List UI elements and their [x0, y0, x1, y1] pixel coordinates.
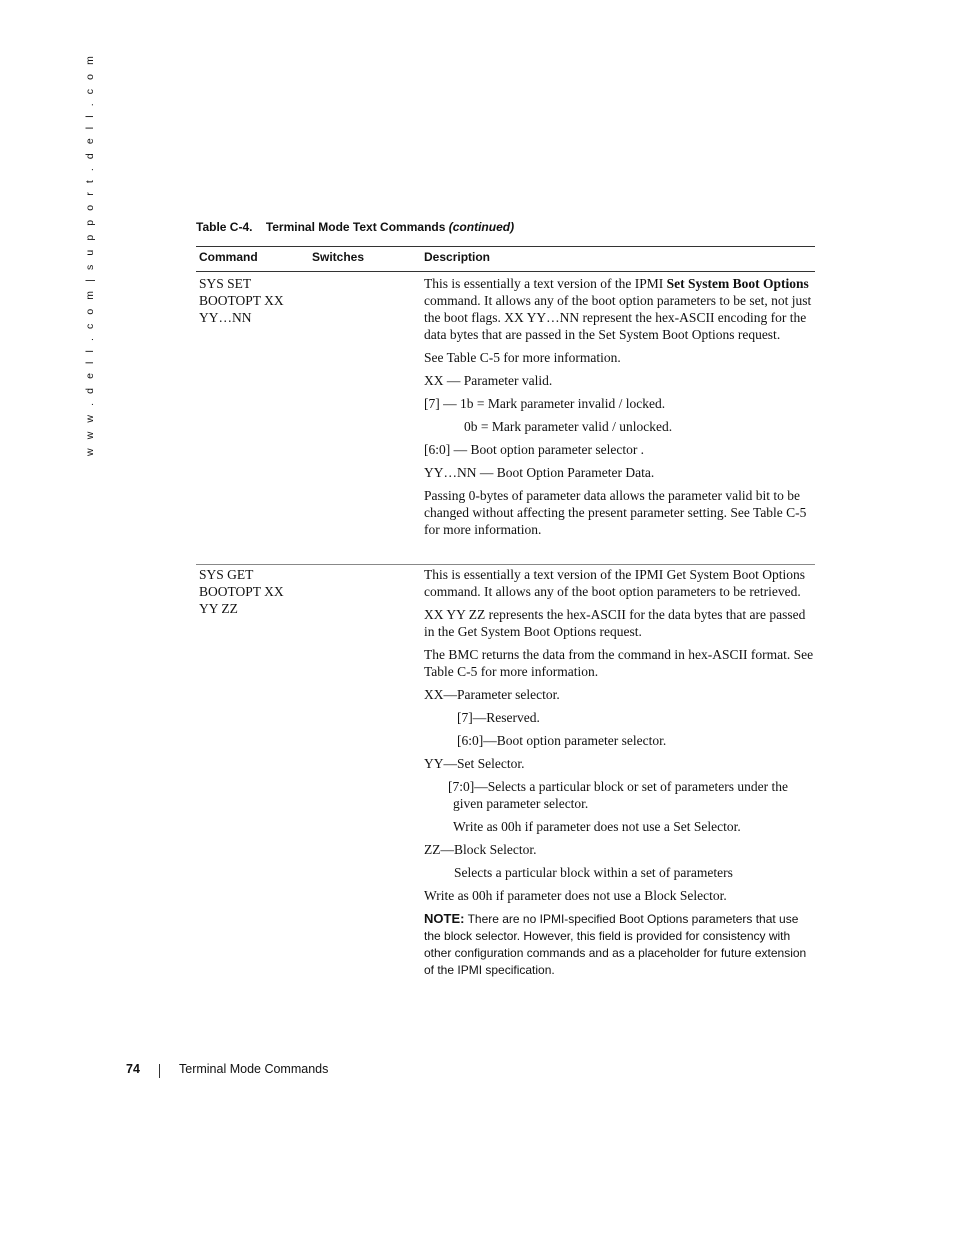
row1-para: [424, 275, 814, 343]
row1-para-text: command. It allows any of the boot option parameters to be set, not just the boot flags. XX YY…NN represent the hex-ASCII encoding for the data bytes that are passed in the Set System Boot Options request.: [424, 293, 812, 342]
row1-para-text: This is essentially a text version of the IPMI: [424, 276, 667, 291]
header-command: Command: [199, 250, 258, 264]
row1-para: XX — Parameter valid.: [424, 373, 553, 388]
row2-para: [7:0]—Selects a particular block or set of parameters under the given parameter selector.: [448, 779, 788, 811]
row2-para: [7]—Reserved.: [457, 710, 540, 725]
header-rule: [196, 271, 815, 272]
row2-para: Write as 00h if parameter does not use a Set Selector.: [453, 819, 741, 834]
caption-continued: (continued): [448, 220, 515, 234]
note-label: NOTE:: [424, 911, 465, 926]
note-block: [424, 910, 814, 979]
row-divider: [196, 564, 815, 565]
row1-para-bold: Set System Boot Options: [666, 276, 809, 291]
row2-command: [199, 566, 309, 617]
footer-section-title: Terminal Mode Commands: [179, 1062, 329, 1076]
footer-divider: [159, 1064, 160, 1078]
note-text: There are no IPMI-specified Boot Options parameters that use the block selector. However, this field is provided for consistency with other configuration commands and as a placeholder for future extension of the IPMI specification.: [424, 912, 807, 977]
row2-command-line: YY ZZ: [199, 601, 238, 616]
row1-command-line: BOOTOPT XX: [199, 293, 284, 308]
row1-para: [6:0] — Boot option parameter selector .: [424, 442, 645, 457]
row2-para: YY—Set Selector.: [424, 756, 525, 771]
row2-para: Write as 00h if parameter does not use a Block Selector.: [424, 888, 727, 903]
row1-para: 0b = Mark parameter valid / unlocked.: [464, 419, 673, 434]
row2-para: ZZ—Block Selector.: [424, 842, 537, 857]
row1-para: See Table C-5 for more information.: [424, 350, 621, 365]
header-description: Description: [424, 250, 491, 264]
side-url-text: w w w . d e l l . c o m | s u p p o r t . d e l l . c o m: [84, 53, 96, 456]
row1-command: [199, 275, 309, 326]
row2-para: The BMC returns the data from the command in hex-ASCII format. See Table C-5 for more information.: [424, 647, 814, 679]
row1-para: Passing 0-bytes of parameter data allows the parameter valid bit to be changed without affecting the present parameter setting. See Table C-5 for more information.: [424, 488, 807, 537]
caption-title: Terminal Mode Text Commands: [265, 220, 446, 234]
row2-para: [6:0]—Boot option parameter selector.: [457, 733, 667, 748]
row2-command-line: BOOTOPT XX: [199, 584, 284, 599]
row2-command-line: SYS GET: [199, 567, 254, 582]
row1-para: [7] — 1b = Mark parameter invalid / locked.: [424, 396, 666, 411]
row1-command-line: YY…NN: [199, 310, 252, 325]
row1-para: YY…NN — Boot Option Parameter Data.: [424, 465, 655, 480]
row1-command-line: SYS SET: [199, 276, 252, 291]
row2-description: [424, 566, 814, 985]
table-caption: [196, 220, 514, 234]
header-switches: Switches: [312, 250, 365, 264]
table-top-rule: [196, 246, 815, 247]
row1-description: [424, 275, 814, 544]
row2-para: XX YY ZZ represents the hex-ASCII for the data bytes that are passed in the Get System Boot Options request.: [424, 607, 806, 639]
row2-para: Selects a particular block within a set of parameters: [454, 865, 733, 880]
row2-para: XX—Parameter selector.: [424, 687, 560, 702]
row2-para: This is essentially a text version of the IPMI Get System Boot Options command. It allows any of the boot option parameters to be retrieved.: [424, 567, 805, 599]
page-number: 74: [126, 1062, 140, 1076]
caption-label: Table C-4.: [196, 220, 253, 234]
